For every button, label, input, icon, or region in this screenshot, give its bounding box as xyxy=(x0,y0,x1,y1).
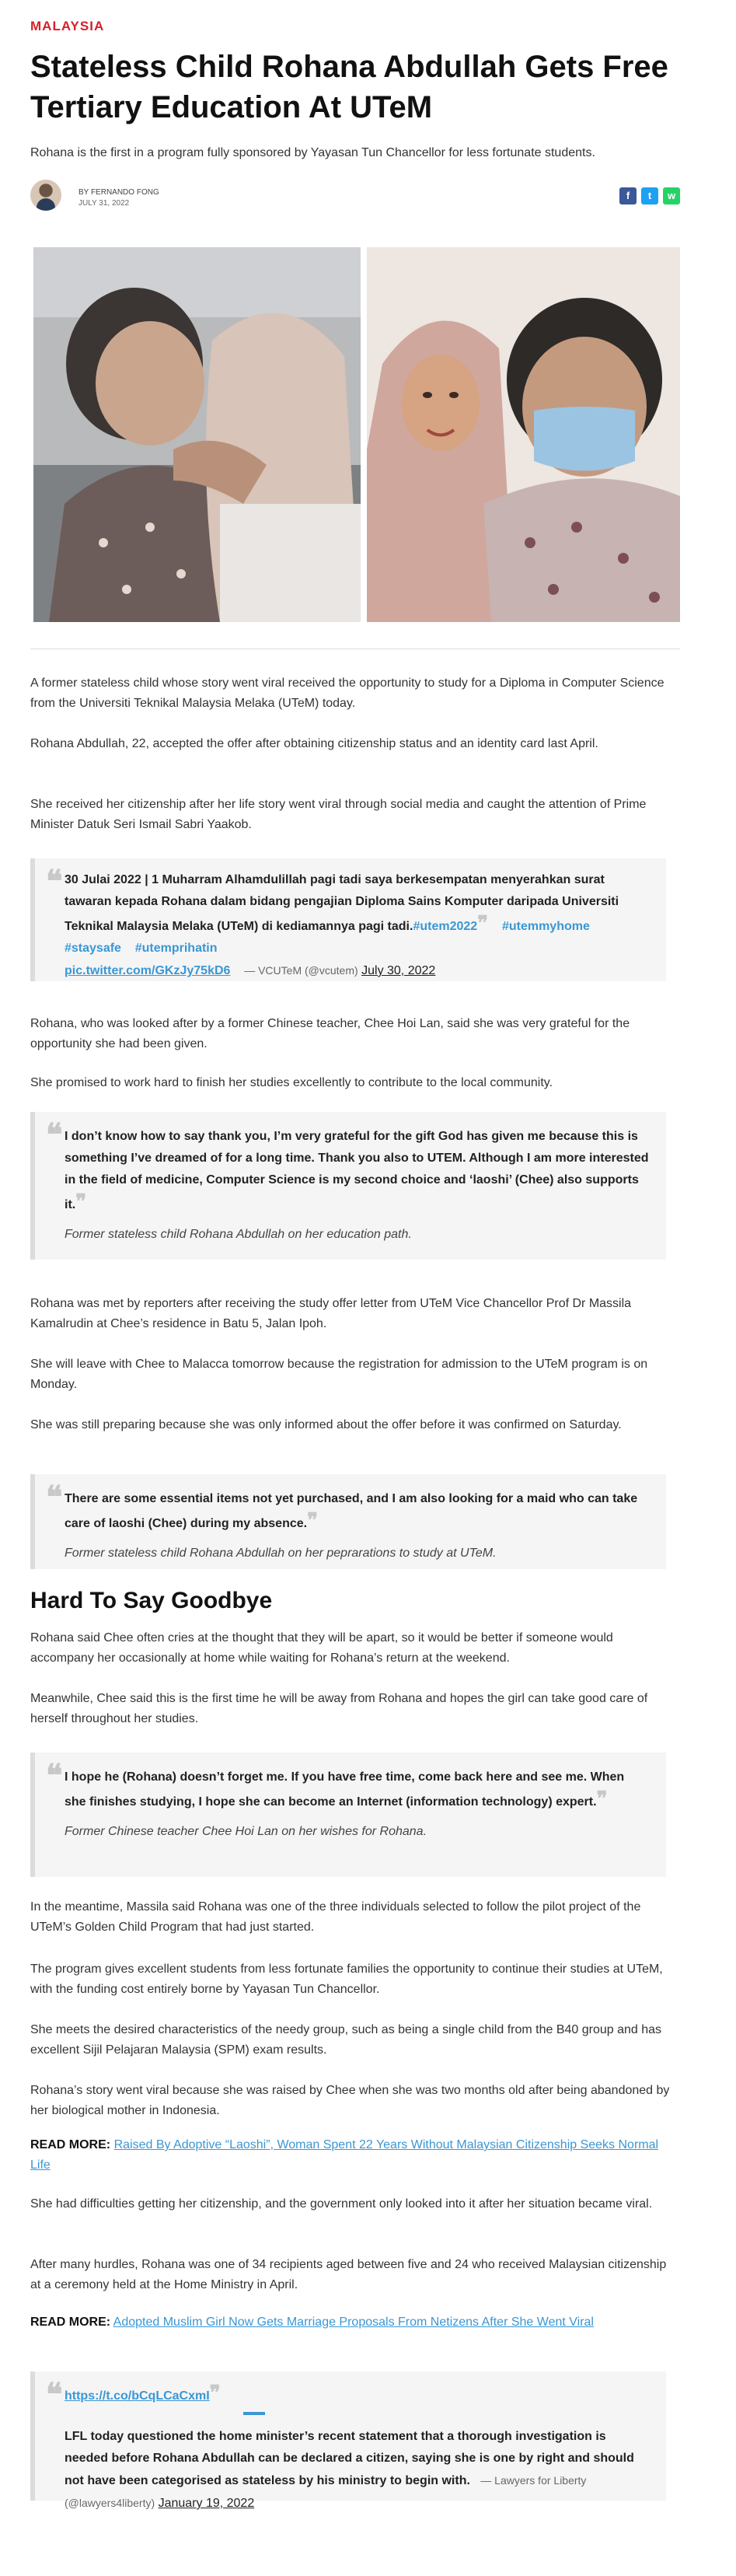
paragraph: Rohana, who was looked after by a former Chinese teacher, Chee Hoi Lan, said she was very grateful for the opportunity she had been given. xyxy=(30,1017,630,1050)
share-buttons xyxy=(615,187,680,204)
close-quote-icon: ❞ xyxy=(75,1190,87,1214)
quote-text xyxy=(65,1767,649,1813)
read-more xyxy=(30,2312,680,2333)
quote-citation: Former stateless child Rohana Abdullah on her education path. xyxy=(65,1228,412,1241)
tweet-body xyxy=(65,869,649,982)
paragraph: She had difficulties getting her citizenship, and the government only looked into it after her situation became viral. xyxy=(30,2197,653,2211)
paragraph: Rohana was met by reporters after receiving the study offer letter from UTeM Vice Chancellor Prof Dr Massila Kamalrudin at Chee’s residence in Batu 5, Jalan Ipoh. xyxy=(30,1297,632,1330)
quote-body: I hope he (Rohana) doesn’t forget me. If you have free time, come back here and see me. When she finishes studying, I hope she can become an Internet (information technology) expert. xyxy=(65,1770,625,1809)
open-quote-icon: ❝ xyxy=(46,1757,63,1794)
paragraph: After many hurdles, Rohana was one of 34 recipients aged between five and 24 who received Malaysian citizenship at a ceremony held at the Home Ministry in April. xyxy=(30,2258,667,2291)
tweet-short-link[interactable]: https://t.co/bCqLCaCxmI xyxy=(65,2389,210,2403)
paragraph: In the meantime, Massila said Rohana was one of the three individuals selected to follow the pilot project of the UTeM’s Golden Child Program that had just started. xyxy=(30,1900,641,1934)
close-quote-icon: ❞ xyxy=(477,912,489,935)
read-more-link[interactable]: Raised By Adoptive “Laoshi”, Woman Spent 22 Years Without Malaysian Citizenship Seeks Normal Life xyxy=(30,2138,659,2172)
author-avatar[interactable] xyxy=(30,180,61,211)
divider xyxy=(30,648,680,649)
author-byline[interactable]: BY FERNANDO FONG xyxy=(78,188,159,197)
tweet-text: 30 Julai 2022 | 1 Muharram Alhamdulillah pagi tadi saya berkesempatan menyerahkan surat tawaran kepada Rohana dalam bidang pengajian Diploma Sains Komputer daripada Universiti Teknikal Malaysia Melaka (UTeM) di kediamannya pagi tadi. xyxy=(65,873,619,933)
open-quote-icon: ❝ xyxy=(46,2376,63,2413)
quote-citation: Former Chinese teacher Chee Hoi Lan on her wishes for Rohana. xyxy=(65,1825,427,1838)
twitter-share-button[interactable]: t xyxy=(641,187,658,204)
category-label[interactable]: MALAYSIA xyxy=(30,19,105,33)
embedded-tweet-lfl xyxy=(30,2372,666,2510)
read-more-link[interactable]: Adopted Muslim Girl Now Gets Marriage Proposals From Netizens After She Went Viral xyxy=(113,2316,594,2329)
read-more xyxy=(30,2135,680,2176)
quote-citation: Former stateless child Rohana Abdullah on her peprarations to study at UTeM. xyxy=(65,1547,497,1560)
paragraph: She was still preparing because she was only informed about the offer before it was confirmed on Saturday. xyxy=(30,1418,622,1431)
pull-quote xyxy=(30,1474,666,1569)
facebook-share-button[interactable]: f xyxy=(619,187,637,204)
quote-body: There are some essential items not yet purchased, and I am also looking for a maid who can take care of laoshi (Chee) during my absence. xyxy=(65,1492,638,1530)
article-title: Stateless Child Rohana Abdullah Gets Free Tertiary Education At UTeM xyxy=(30,50,668,124)
paragraph: She promised to work hard to finish her studies excellently to contribute to the local community. xyxy=(30,1076,553,1089)
tweet-text: LFL today questioned the home minister’s recent statement that a thorough investigation is needed before Rohana Abdullah can be declared a citizen, saying she is one by right and should not have been categorised as stateless by his ministry to begin with. xyxy=(65,2430,634,2487)
tweet-date-link[interactable]: January 19, 2022 xyxy=(158,2497,255,2510)
read-more-label: READ MORE: xyxy=(30,2316,111,2329)
photo-hug-illustration xyxy=(33,247,361,622)
article-subtitle: Rohana is the first in a program fully sponsored by Yayasan Tun Chancellor for less fortunate students. xyxy=(30,146,595,159)
quote-body: I don’t know how to say thank you, I’m very grateful for the gift God has given me because this is something I’ve dreamed of for a long time. Thank you also to UTEM. Although I am more interested in the field of medicine, Computer Science is my second choice and ‘laoshi’ (Chee) also supports it. xyxy=(65,1130,649,1211)
paragraph: The program gives excellent students from less fortunate families the opportunity to continue their studies at UTeM, with the funding cost entirely borne by Yayasan Tun Chancellor. xyxy=(30,1963,663,1996)
paragraph: Meanwhile, Chee said this is the first time he will be away from Rohana and hopes the girl can take good care of herself throughout her studies. xyxy=(30,1692,648,1725)
close-quote-icon: ❞ xyxy=(307,1509,319,1533)
quote-text xyxy=(65,1488,649,1535)
embedded-tweet-utem xyxy=(30,858,666,981)
tweet-body xyxy=(65,2382,649,2515)
tweet-pic-link[interactable]: pic.twitter.com/GKzJy75kD6 xyxy=(65,964,231,977)
hashtag-link[interactable]: #utem2022 xyxy=(413,920,478,933)
photo-portrait xyxy=(367,247,680,622)
paragraph: She received her citizenship after her life story went viral through social media and caught the attention of Prime Minister Datuk Seri Ismail Sabri Yaakob. xyxy=(30,798,647,831)
whatsapp-share-button[interactable]: w xyxy=(663,187,680,204)
pull-quote xyxy=(30,1112,666,1260)
quote-text xyxy=(65,1126,649,1216)
open-quote-icon: ❝ xyxy=(46,1479,63,1515)
paragraph: She will leave with Chee to Malacca tomorrow because the registration for admission to the UTeM program is on Monday. xyxy=(30,1358,648,1391)
paragraph: A former stateless child whose story went viral received the opportunity to study for a Diploma in Computer Science from the Universiti Teknikal Malaysia Melaka (UTeM) today. xyxy=(30,676,664,710)
tweet-author: — Lawyers for Liberty (@lawyers4liberty) xyxy=(65,2474,587,2509)
close-quote-icon: ❞ xyxy=(209,2382,221,2405)
tweet-divider xyxy=(243,2412,265,2415)
paragraph: Rohana’s story went viral because she was raised by Chee when she was two months old after being abandoned by her biological mother in Indonesia. xyxy=(30,2084,670,2117)
hashtag-link[interactable]: #staysafe xyxy=(65,942,121,955)
pull-quote xyxy=(30,1753,666,1877)
paragraph: She meets the desired characteristics of the needy group, such as being a single child from the B40 group and has excellent Sijil Pelajaran Malaysia (SPM) exam results. xyxy=(30,2023,662,2057)
paragraph: Rohana said Chee often cries at the thought that they will be apart, so it would be better if someone would accompany her occasionally at home while waiting for Rohana’s return at the weekend. xyxy=(30,1631,613,1665)
photo-hug xyxy=(33,247,361,622)
section-heading: Hard To Say Goodbye xyxy=(30,1588,273,1613)
paragraph: Rohana Abdullah, 22, accepted the offer after obtaining citizenship status and an identity card last April. xyxy=(30,737,598,750)
tweet-date-link[interactable]: July 30, 2022 xyxy=(361,964,436,977)
hashtag-link[interactable]: #utemprihatin xyxy=(134,942,218,955)
open-quote-icon: ❝ xyxy=(46,863,63,900)
read-more-label: READ MORE: xyxy=(30,2138,111,2151)
publish-date: JULY 31, 2022 xyxy=(78,199,130,208)
tweet-author: — VCUTeM (@vcutem) xyxy=(244,964,358,977)
open-quote-icon: ❝ xyxy=(46,1117,63,1153)
close-quote-icon: ❞ xyxy=(596,1788,608,1811)
hashtag-link[interactable]: #utemmyhome xyxy=(501,920,590,933)
photo-portrait-illustration xyxy=(367,247,680,622)
author-bar xyxy=(30,180,680,214)
